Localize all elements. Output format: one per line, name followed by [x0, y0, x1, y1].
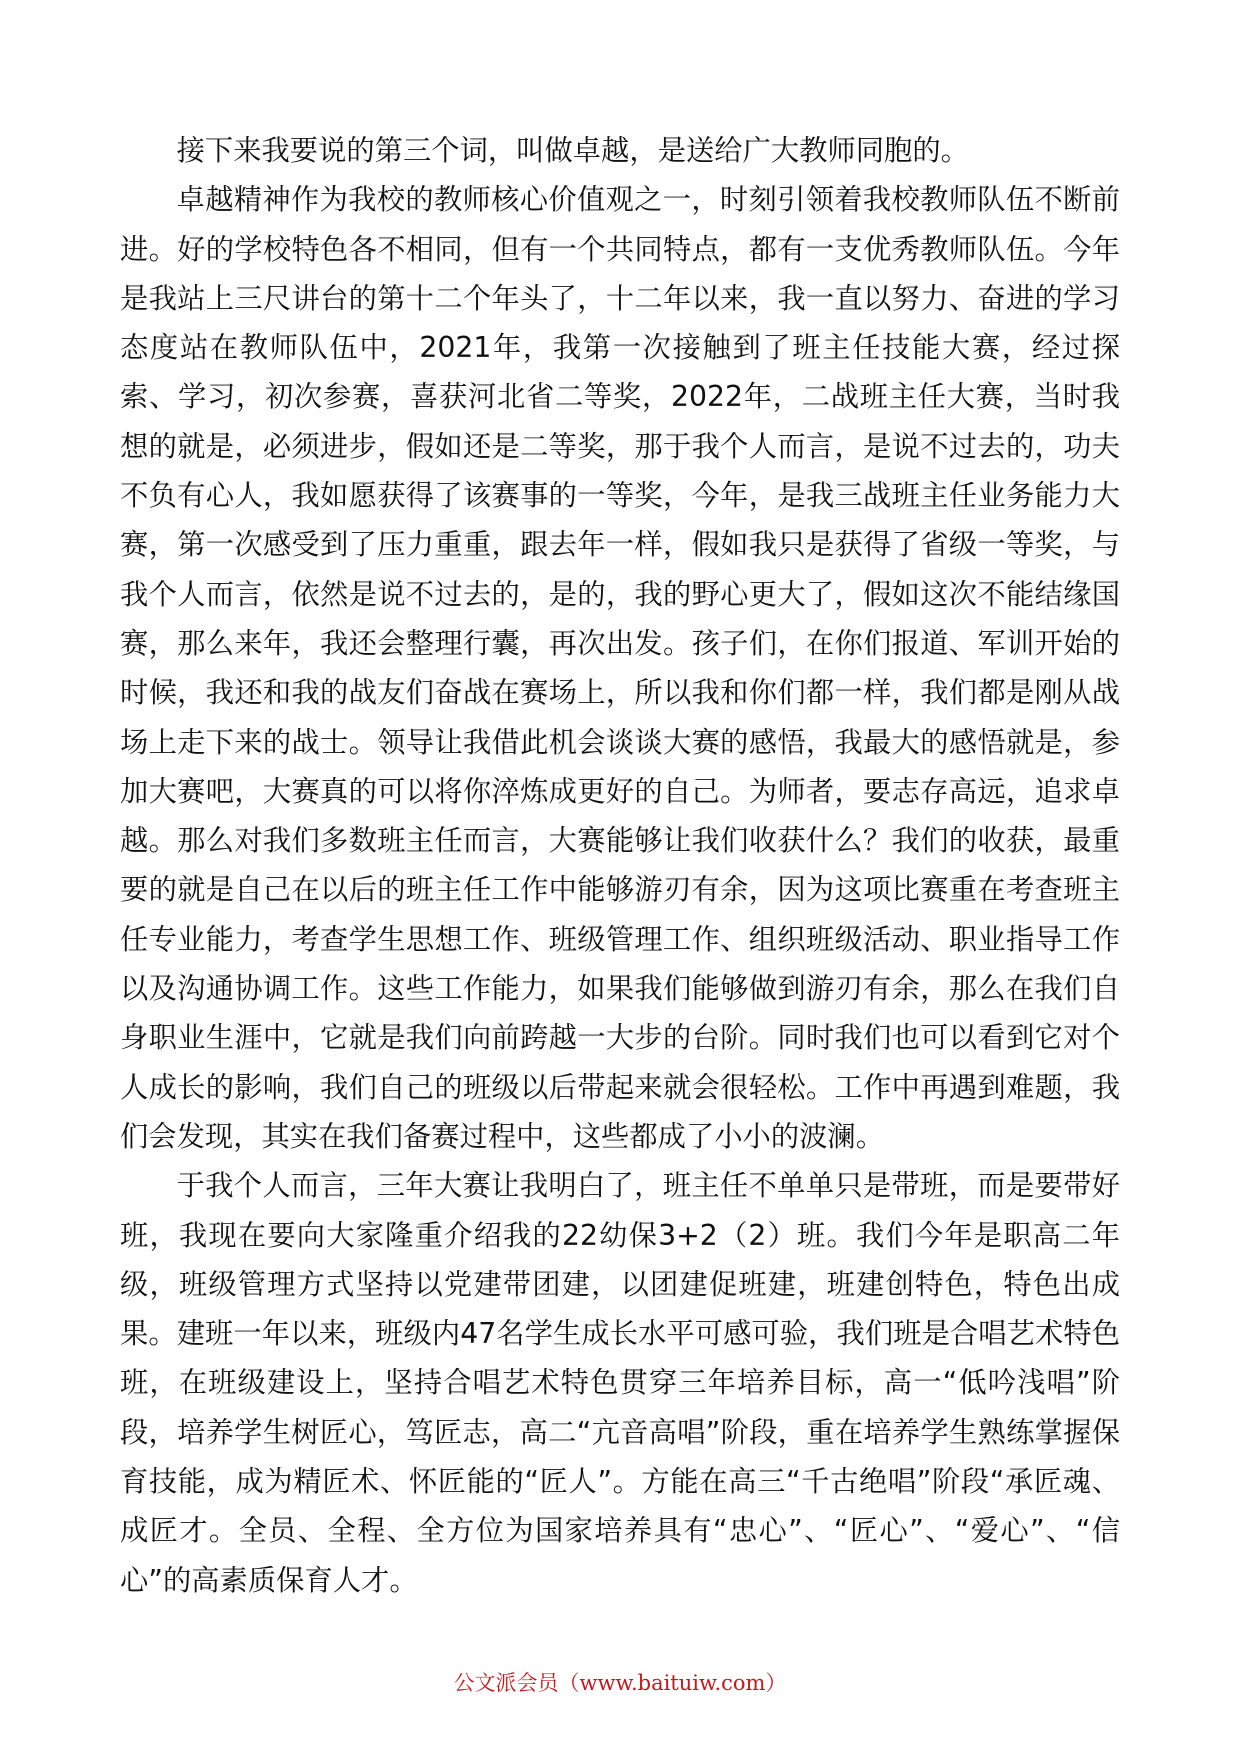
- paragraph-excellence: 卓越精神作为我校的教师核心价值观之一，时刻引领着我校教师队伍不断前进。好的学校特色各不相同，但有一个共同特点，都有一支优秀教师队伍。今年是我站上三尺讲台的第十二个年头了，十二年以来，我一直以努力、奋进的学习态度站在教师队伍中，2021年，我第一次接触到了班主任技能大赛，经过探索、学习，初次参赛，喜获河北省二等奖，2022年，二战班主任大赛，当时我想的就是，必须进步，假如还是二等奖，那于我个人而言，是说不过去的，功夫不负有心人，我如愿获得了该赛事的一等奖，今年，是我三战班主任业务能力大赛，第一次感受到了压力重重，跟去年一样，假如我只是获得了省级一等奖，与我个人而言，依然是说不过去的，是的，我的野心更大了，假如这次不能结缘国赛，那么来年，我还会整理行囊，再次出发。孩子们，在你们报道、军训开始的时候，我还和我的战友们奋战在赛场上，所以我和你们都一样，我们都是刚从战场上走下来的战士。领导让我借此机会谈谈大赛的感悟，我最大的感悟就是，参加大赛吧，大赛真的可以将你淬炼成更好的自己。为师者，要志存高远，追求卓越。那么对我们多数班主任而言，大赛能够让我们收获什么？我们的收获，最重要的就是自己在以后的班主任工作中能够游刃有余，因为这项比赛重在考查班主任专业能力，考查学生思想工作、班级管理工作、组织班级活动、职业指导工作以及沟通协调工作。这些工作能力，如果我们能够做到游刃有余，那么在我们自身职业生涯中，它就是我们向前跨越一大步的台阶。同时我们也可以看到它对个人成长的影响，我们自己的班级以后带起来就会很轻松。工作中再遇到难题，我们会发现，其实在我们备赛过程中，这些都成了小小的波澜。: [120, 183, 1120, 1153]
- document-body: [120, 126, 1120, 1605]
- paragraph-class-introduction: 于我个人而言，三年大赛让我明白了，班主任不单单只是带班，而是要带好班，我现在要向大家隆重介绍我的22幼保3+2（2）班。我们今年是职高二年级，班级管理方式坚持以党建带团建，以团建促班建，班建创特色，特色出成果。建班一年以来，班级内47名学生成长水平可感可验，我们班是合唱艺术特色班，在班级建设上，坚持合唱艺术特色贯穿三年培养目标，高一“低吟浅唱”阶段，培养学生树匠心，笃匠志，高二“亢音高唱”阶段，重在培养学生熟练掌握保育技能，成为精匠术、怀匠能的“匠人”。方能在高三“千古绝唱”阶段“承匠魂、成匠才。全员、全程、全方位为国家培养具有“忠心”、“匠心”、“爱心”、“信心”的高素质保育人才。: [120, 1169, 1120, 1597]
- footer-watermark-link[interactable]: 公文派会员（www.baituiw.com）: [453, 1671, 787, 1695]
- paragraph-intro: 接下来我要说的第三个词，叫做卓越，是送给广大教师同胞的。: [176, 134, 969, 167]
